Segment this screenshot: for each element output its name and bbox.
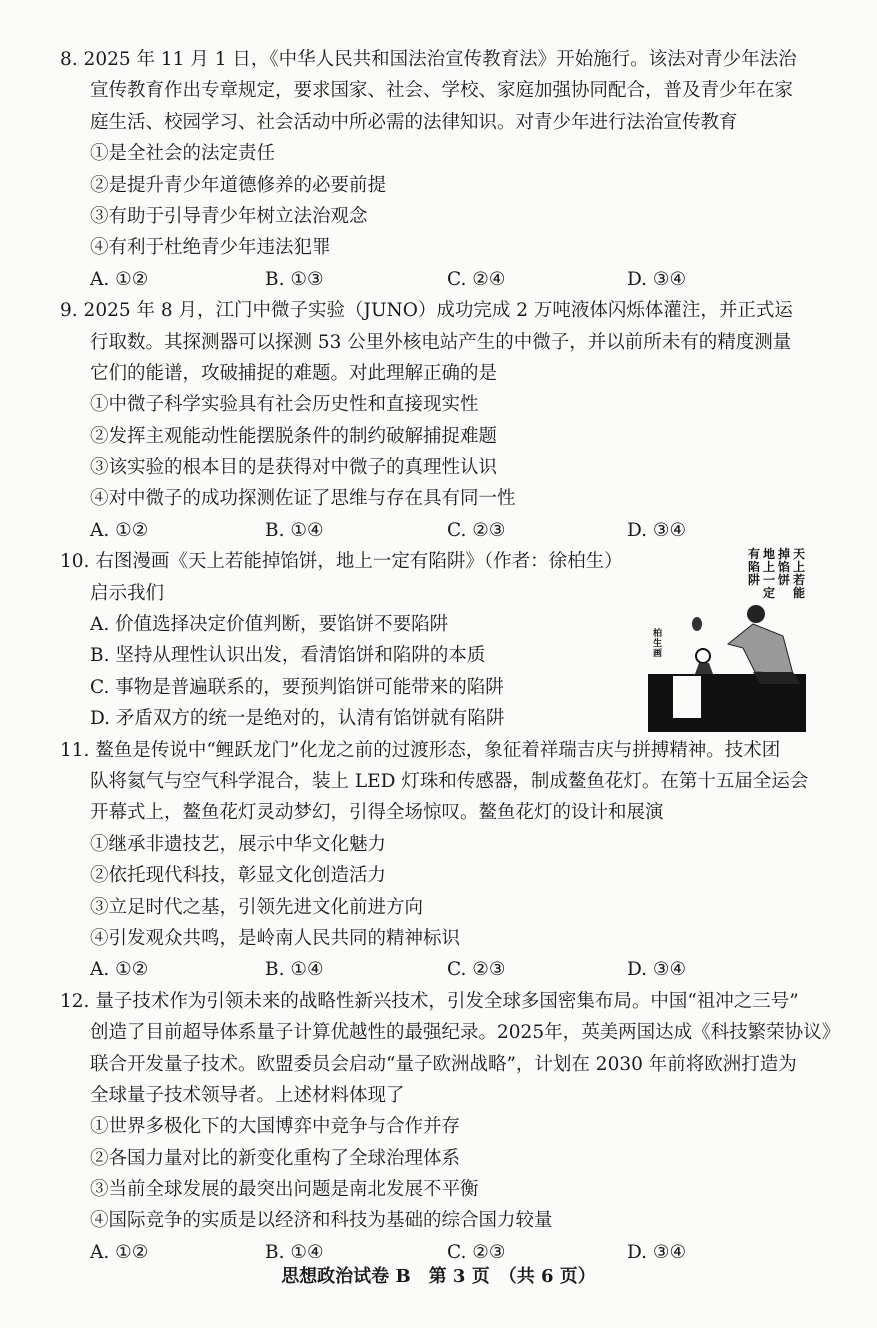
answer-choice[interactable]: A. ①② [90, 1241, 149, 1263]
question-stem-text: 右图漫画《天上若能掉馅饼，地上一定有陷阱》（作者：徐柏生） [95, 551, 623, 573]
question-stem-line [0, 735, 877, 766]
statement-option[interactable]: ③立足时代之基，引领先进文化前进方向 [90, 896, 424, 918]
question-stem-text: 量子技术作为引领未来的战略性新兴技术，引发全球多国密集布局。中国“祖冲之三号” [95, 990, 799, 1012]
answer-choice[interactable]: A. ①② [90, 519, 149, 541]
cartoon-caption [748, 546, 805, 600]
svg-text:饼: 饼 [778, 573, 791, 587]
question-stem-line [0, 986, 877, 1017]
question-12 [0, 986, 877, 1269]
statement-option[interactable]: ①继承非遗技艺，展示中华文化魅力 [90, 833, 387, 855]
statement-option[interactable]: ①世界多极化下的大国博弈中竞争与合作并存 [90, 1116, 461, 1138]
question-stem-line: 队将氦气与空气科学混合，装上 LED 灯珠和传感器，制成鳌鱼花灯。在第十五届全运会 [90, 770, 809, 792]
question-stem-line: 创造了目前超导体系量子计算优越性的最强纪录。2025年，英美两国达成《科技繁荣协议》 [90, 1022, 841, 1044]
svg-text:馅: 馅 [778, 560, 791, 574]
question-stem-line: 庭生活、校园学习、社会活动中所必需的法律知识。对青少年进行法治宣传教育 [90, 111, 738, 133]
cartoon-illustration [643, 544, 808, 736]
svg-text:掉: 掉 [778, 547, 791, 561]
answer-choice[interactable]: C. ②③ [447, 959, 506, 981]
question-stem-line: 开幕式上，鳌鱼花灯灵动梦幻，引得全场惊叹。鳌鱼花灯的设计和展演 [90, 802, 664, 824]
statement-option[interactable]: ③当前全球发展的最突出问题是南北发展不平衡 [90, 1179, 479, 1201]
answer-choices [0, 264, 877, 295]
cartoon-signature: 柏生画 [651, 628, 661, 658]
statement-option[interactable]: ②发挥主观能动性能摆脱条件的制约破解捕捉难题 [90, 425, 498, 447]
statement-option[interactable]: ③该实验的根本目的是获得对中微子的真理性认识 [90, 457, 498, 479]
svg-text:能: 能 [793, 586, 806, 600]
question-number: 10. [60, 551, 90, 573]
answer-choice[interactable]: A. ①② [90, 959, 149, 981]
answer-choice[interactable]: A. ①② [90, 268, 149, 290]
question-stem-text: 2025 年 8 月，江门中微子实验（JUNO）成功完成 2 万吨液体闪烁体灌注，并正式运 [83, 300, 793, 322]
answer-choice[interactable]: C. ②③ [447, 519, 506, 541]
statement-option[interactable]: ①是全社会的法定责任 [90, 143, 276, 165]
svg-text:有: 有 [748, 547, 761, 561]
answer-choice[interactable]: C. ②④ [447, 268, 506, 290]
question-9 [0, 295, 877, 546]
svg-text:陷: 陷 [748, 560, 761, 574]
question-number: 9. [60, 300, 78, 322]
statement-option[interactable]: ④有利于杜绝青少年违法犯罪 [90, 237, 331, 259]
question-stem-line [0, 44, 877, 75]
svg-text:天: 天 [793, 547, 806, 561]
statement-option[interactable]: ②各国力量对比的新变化重构了全球治理体系 [90, 1147, 461, 1169]
statement-option[interactable]: D. 矛盾双方的统一是绝对的，认清有馅饼就有陷阱 [90, 708, 505, 730]
answer-choice[interactable]: B. ①④ [265, 959, 324, 981]
question-stem-text: 鳌鱼是传说中“鲤跃龙门”化龙之前的过渡形态，象征着祥瑞吉庆与拼搏精神。技术团 [95, 739, 781, 761]
svg-text:上: 上 [763, 560, 776, 574]
svg-text:一: 一 [763, 573, 776, 587]
answer-choice[interactable]: D. ③④ [627, 268, 687, 290]
svg-text:若: 若 [793, 573, 806, 587]
statement-option[interactable]: ④对中微子的成功探测佐证了思维与存在具有同一性 [90, 488, 516, 510]
question-stem-line: 联合开发量子技术。欧盟委员会启动“量子欧洲战略”，计划在 2030 年前将欧洲打造为 [90, 1053, 797, 1075]
answer-choice[interactable]: B. ①④ [265, 519, 324, 541]
question-stem-line: 它们的能谱，攻破捕捉的难题。对此理解正确的是 [90, 362, 498, 384]
question-11 [0, 735, 877, 986]
question-stem-text: 2025 年 11 月 1 日，《中华人民共和国法治宣传教育法》开始施行。该法对青少年法治 [83, 49, 797, 70]
answer-choice[interactable]: D. ③④ [627, 1241, 687, 1263]
statement-option[interactable]: A. 价值选择决定价值判断，要馅饼不要陷阱 [90, 614, 449, 636]
svg-text:地: 地 [763, 547, 776, 561]
question-number: 8. [60, 49, 78, 70]
statement-option[interactable]: ①中微子科学实验具有社会历史性和直接现实性 [90, 394, 479, 416]
child-figure [695, 649, 713, 674]
question-stem-line: 宣传教育作出专章规定，要求国家、社会、学校、家庭加强协同配合，普及青少年在家 [90, 80, 794, 102]
svg-text:上: 上 [793, 560, 806, 574]
question-stem-line: 启示我们 [90, 582, 165, 604]
answer-choice[interactable]: B. ①④ [265, 1241, 324, 1263]
answer-choices [0, 515, 877, 546]
adult-figure [728, 605, 801, 684]
question-stem-line [0, 295, 877, 326]
question-number: 11. [60, 739, 90, 761]
statement-option[interactable]: ④引发观众共鸣，是岭南人民共同的精神标识 [90, 927, 461, 949]
svg-text:定: 定 [763, 586, 776, 600]
pie-icon [692, 617, 702, 631]
page-footer: 思想政治试卷 B 第 3 页 （共 6 页） [281, 1266, 596, 1287]
svg-text:阱: 阱 [748, 573, 761, 587]
question-8 [0, 44, 877, 295]
statement-option[interactable]: ②依托现代科技，彰显文化创造活力 [90, 865, 387, 887]
question-number: 12. [60, 990, 90, 1012]
answer-choice[interactable]: D. ③④ [627, 519, 687, 541]
statement-option[interactable]: ②是提升青少年道德修养的必要前提 [90, 174, 387, 196]
statement-option[interactable]: ③有助于引导青少年树立法治观念 [90, 205, 368, 227]
answer-choices [0, 954, 877, 985]
question-stem-line: 行取数。其探测器可以探测 53 公里外核电站产生的中微子，并以前所未有的精度测量 [90, 331, 792, 353]
question-stem-line: 全球量子技术领导者。上述材料体现了 [90, 1084, 405, 1106]
answer-choice[interactable]: C. ②③ [447, 1241, 506, 1263]
answer-choice[interactable]: B. ①③ [265, 268, 324, 290]
statement-option[interactable]: C. 事物是普遍联系的，要预判馅饼可能带来的陷阱 [90, 676, 504, 698]
statement-option[interactable]: B. 坚持从理性认识出发，看清馅饼和陷阱的本质 [90, 645, 486, 667]
statement-option[interactable]: ④国际竞争的实质是以经济和科技为基础的综合国力较量 [90, 1210, 553, 1232]
trap-hole [673, 676, 701, 718]
answer-choice[interactable]: D. ③④ [627, 959, 687, 981]
